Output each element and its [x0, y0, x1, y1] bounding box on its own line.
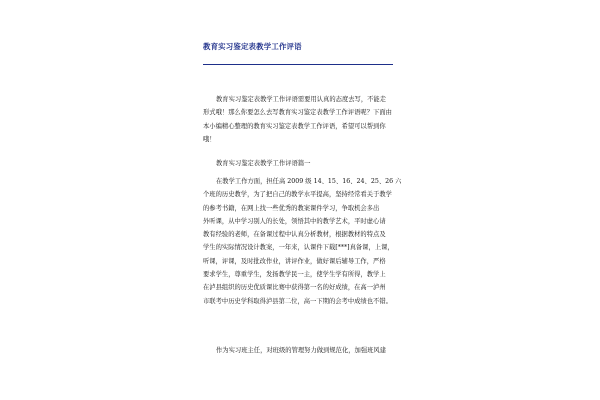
intro-line: 教育实习鉴定表教学工作评语需要用认真的态度去写，不能走 — [216, 96, 387, 103]
closing-paragraph — [203, 344, 413, 357]
closing-line: 作为实习班主任，对班级的管理努力做到规范化，加强班风建 — [216, 347, 387, 354]
intro-line: 哦！ — [203, 135, 216, 143]
body-line: 在教学工作方面，担任高 2009 级 14、15、16、24、25、26 六 — [216, 178, 402, 185]
section-heading — [203, 157, 413, 170]
body-line: 外听课，从中学习别人的长处，领悟其中的教学艺术，平时虚心请 — [203, 217, 386, 225]
body-line: 听课，评课，及时批改作业，讲评作业，做好课后辅导工作，严格 — [203, 257, 386, 265]
intro-paragraph — [203, 93, 413, 146]
section-heading-text: 教育实习鉴定表教学工作评语篇一 — [216, 160, 311, 167]
body-line: 的参考书籍，在网上找一些优秀的教案课件学习，争取机会多出 — [203, 204, 380, 212]
title-underline — [203, 64, 393, 65]
body-line: 学生的实际情况设计教案，一年来，认课件下载[***]真备课，上课， — [203, 244, 394, 252]
body-line: 市联考中历史学科取得泸县第二位，高一下期的会考中成绩也不错。 — [203, 297, 392, 305]
document-title: 教育实习鉴定表教学工作评语 — [203, 42, 302, 51]
body-line: 在泸县组织的历史优质课比赛中获得第一名的好成绩，在高一泸州 — [203, 284, 386, 292]
intro-line: 本小编精心整理的教育实习鉴定表教学工作评语，希望可以帮到你 — [203, 122, 386, 130]
body-line: 个班的历史教学，为了把自己的教学水平提高，坚持经常看关于教学 — [203, 191, 392, 199]
intro-line: 形式哦！那么你要怎么去写教育实习鉴定表教学工作评语呢？下面由 — [203, 109, 392, 117]
body-line: 教有经验的老师，在备课过程中认真分析教材，根据教材的特点及 — [203, 231, 386, 239]
body-paragraph — [203, 175, 413, 308]
body-line: 要求学生，尊重学生，发扬教学民一主，使学生学有所得，教学上 — [203, 271, 386, 279]
